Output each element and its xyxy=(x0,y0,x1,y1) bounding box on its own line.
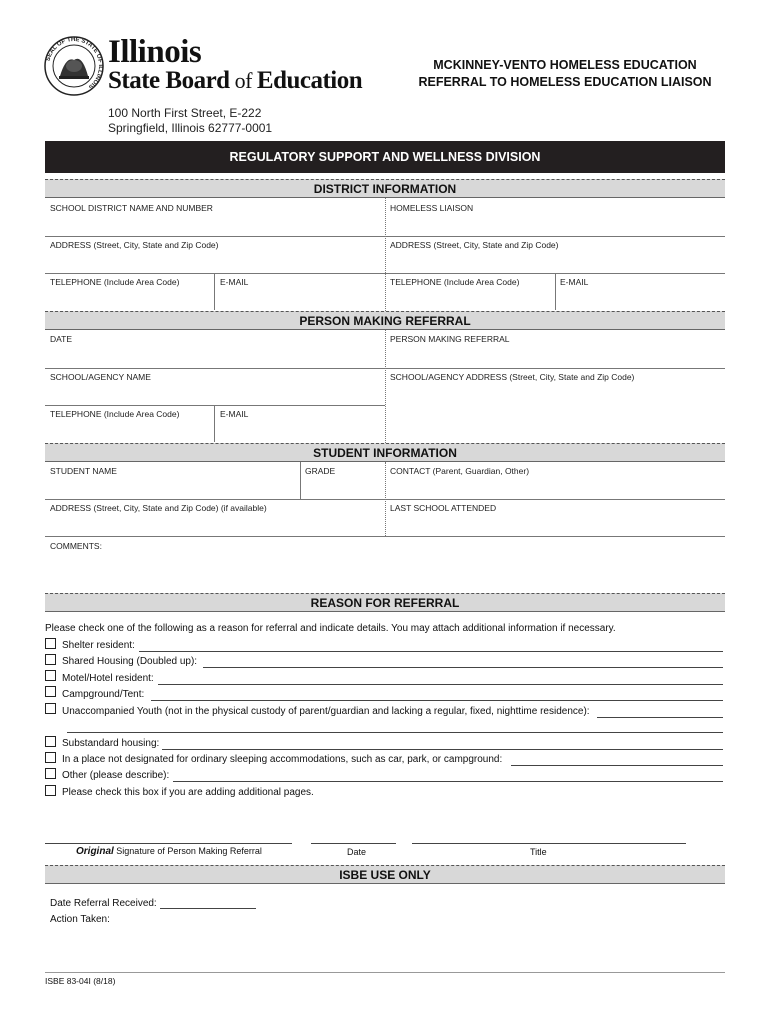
district-row-line-1 xyxy=(45,236,725,237)
unaccompanied-youth-line-2[interactable] xyxy=(67,732,723,733)
district-email-field[interactable]: E-MAIL xyxy=(220,277,249,287)
referral-date-field[interactable]: DATE xyxy=(50,334,73,344)
non-sleeping-place-checkbox[interactable] xyxy=(45,752,56,763)
date-referral-received-label: Date Referral Received: xyxy=(50,898,157,909)
student-row-line-1 xyxy=(45,499,725,500)
district-divider-tel-left xyxy=(214,273,215,310)
school-agency-name-field[interactable]: SCHOOL/AGENCY NAME xyxy=(50,372,151,382)
person-divider xyxy=(385,330,386,443)
student-address-field[interactable]: ADDRESS (Street, City, State and Zip Code) (if available) xyxy=(50,503,267,513)
shelter-resident-label: Shelter resident: xyxy=(62,640,135,651)
logo-state-board: State Board xyxy=(108,67,230,94)
signature-label xyxy=(76,846,262,857)
footer-rule xyxy=(45,972,725,973)
isbe-use-only-heading: ISBE USE ONLY xyxy=(45,865,725,884)
unaccompanied-youth-label: Unaccompanied Youth (not in the physical custody of parent/guardian and lacking a regular, fixed, nighttime residence): xyxy=(62,706,590,717)
reason-instructions: Please check one of the following as a reason for referral and indicate details. You may attach additional information if necessary. xyxy=(45,623,616,634)
contact-field[interactable]: CONTACT (Parent, Guardian, Other) xyxy=(390,466,530,476)
additional-pages-checkbox[interactable] xyxy=(45,785,56,796)
person-making-referral-field[interactable]: PERSON MAKING REFERRAL xyxy=(390,334,510,344)
division-banner: REGULATORY SUPPORT AND WELLNESS DIVISION xyxy=(45,141,725,173)
grade-field[interactable]: GRADE xyxy=(305,466,336,476)
district-address-field[interactable]: ADDRESS (Street, City, State and Zip Code) xyxy=(50,240,219,250)
signature-of-person-label: Signature of Person Making Referral xyxy=(113,846,262,856)
action-taken-label: Action Taken: xyxy=(50,914,110,925)
logo-state-board-of-education xyxy=(108,67,362,95)
shared-housing-checkbox[interactable] xyxy=(45,654,56,665)
liaison-address-field[interactable]: ADDRESS (Street, City, State and Zip Code) xyxy=(390,240,559,250)
signature-date-line[interactable] xyxy=(311,843,396,844)
liaison-telephone-field[interactable]: TELEPHONE (Include Area Code) xyxy=(390,277,520,287)
signature-title-label: Title xyxy=(530,847,547,857)
district-divider xyxy=(385,198,386,311)
shelter-resident-checkbox[interactable] xyxy=(45,638,56,649)
form-title-line-2: REFERRAL TO HOMELESS EDUCATION LIAISON xyxy=(418,75,712,89)
logo-education: Education xyxy=(256,67,363,94)
district-row-line-2 xyxy=(45,273,725,274)
student-row-line-2 xyxy=(45,536,725,537)
unaccompanied-youth-checkbox[interactable] xyxy=(45,703,56,714)
other-checkbox[interactable] xyxy=(45,768,56,779)
district-divider-tel-right xyxy=(555,273,556,310)
unaccompanied-youth-line[interactable] xyxy=(597,717,723,718)
campground-tent-line[interactable] xyxy=(151,700,723,701)
campground-tent-checkbox[interactable] xyxy=(45,686,56,697)
signature-line[interactable] xyxy=(45,843,292,844)
substandard-housing-checkbox[interactable] xyxy=(45,736,56,747)
person-row-line-2 xyxy=(45,405,385,406)
motel-hotel-line[interactable] xyxy=(158,684,723,685)
date-referral-received-line[interactable] xyxy=(160,908,256,909)
non-sleeping-place-label: In a place not designated for ordinary sleeping accommodations, such as car, park, or campground: xyxy=(62,754,503,765)
additional-pages-label: Please check this box if you are adding additional pages. xyxy=(62,787,314,798)
liaison-email-field[interactable]: E-MAIL xyxy=(560,277,589,287)
homeless-liaison-field[interactable]: HOMELESS LIAISON xyxy=(390,203,474,213)
address-line-1: 100 North First Street, E-222 xyxy=(108,106,262,120)
student-information-heading: STUDENT INFORMATION xyxy=(45,443,725,462)
motel-hotel-checkbox[interactable] xyxy=(45,670,56,681)
seal-text: SEAL OF THE STATE OF ILLINOIS xyxy=(45,36,104,90)
shelter-resident-line[interactable] xyxy=(139,651,723,652)
person-divider-tel xyxy=(214,405,215,442)
last-school-attended-field[interactable]: LAST SCHOOL ATTENDED xyxy=(390,503,497,513)
comments-field[interactable]: COMMENTS: xyxy=(50,541,102,551)
district-telephone-field[interactable]: TELEPHONE (Include Area Code) xyxy=(50,277,180,287)
other-label: Other (please describe): xyxy=(62,770,170,781)
reason-for-referral-heading: REASON FOR REFERRAL xyxy=(45,593,725,612)
district-information-heading: DISTRICT INFORMATION xyxy=(45,179,725,198)
other-line[interactable] xyxy=(173,781,723,782)
student-divider-grade xyxy=(300,462,301,499)
campground-tent-label: Campground/Tent: xyxy=(62,689,145,700)
non-sleeping-place-line[interactable] xyxy=(511,765,723,766)
signature-title-line[interactable] xyxy=(412,843,686,844)
form-title-line-1: MCKINNEY-VENTO HOMELESS EDUCATION xyxy=(433,58,697,72)
logo-illinois: Illinois xyxy=(108,34,202,70)
person-email-field[interactable]: E-MAIL xyxy=(220,409,249,419)
substandard-housing-line[interactable] xyxy=(162,749,723,750)
student-name-field[interactable]: STUDENT NAME xyxy=(50,466,117,476)
form-number: ISBE 83-04I (8/18) xyxy=(45,976,116,986)
address-line-2: Springfield, Illinois 62777-0001 xyxy=(108,121,273,135)
substandard-housing-label: Substandard housing: xyxy=(62,738,160,749)
person-row-line-1 xyxy=(45,368,725,369)
signature-date-label: Date xyxy=(347,847,367,857)
state-seal-icon xyxy=(44,36,104,96)
school-agency-address-field[interactable]: SCHOOL/AGENCY ADDRESS (Street, City, State and Zip Code) xyxy=(390,372,635,382)
school-district-field[interactable]: SCHOOL DISTRICT NAME AND NUMBER xyxy=(50,203,213,213)
original-label: Original xyxy=(76,846,114,857)
person-making-referral-heading: PERSON MAKING REFERRAL xyxy=(45,311,725,330)
person-telephone-field[interactable]: TELEPHONE (Include Area Code) xyxy=(50,409,180,419)
motel-hotel-label: Motel/Hotel resident: xyxy=(62,673,154,684)
shared-housing-label: Shared Housing (Doubled up): xyxy=(62,656,198,667)
logo-of: of xyxy=(229,68,257,93)
shared-housing-line[interactable] xyxy=(203,667,723,668)
